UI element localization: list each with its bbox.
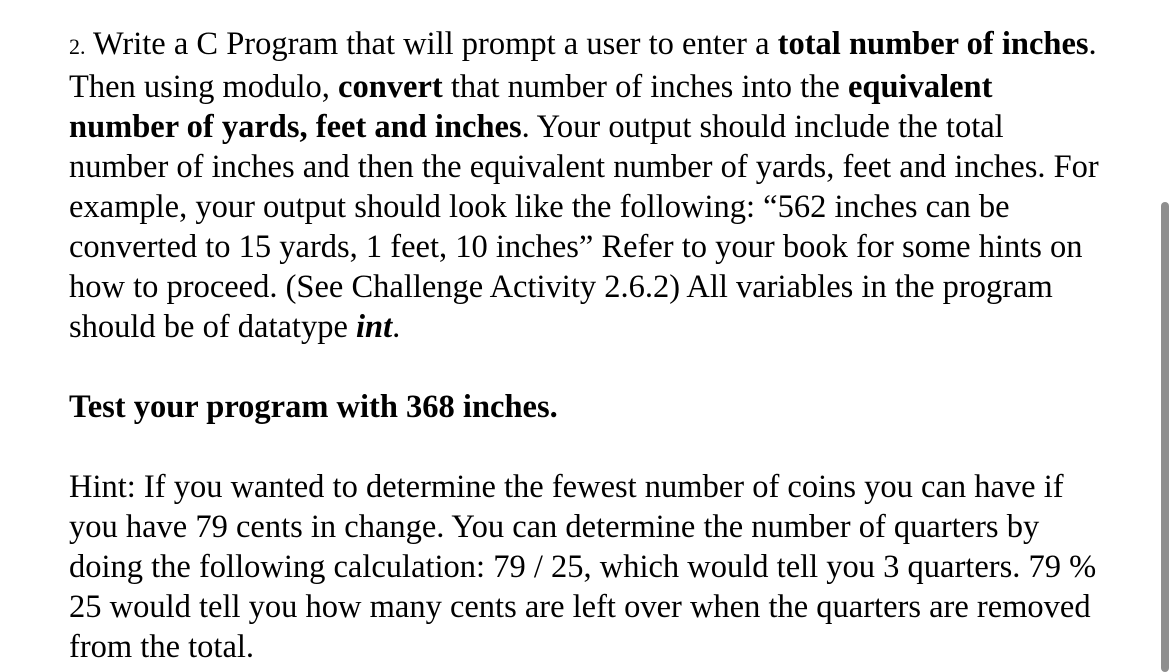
question-number: 2. (69, 34, 86, 59)
question-text-2: . Then using modulo, (69, 26, 1097, 105)
question-text-4: . Your output should include the total number of inches and then the equivalent number of yards, feet and inches. For example, your output should look like the following: “562 inches can be converted to 15 yards, 1 feet, 10 inches” Refer to your book for some hints on how to proceed. (See Challenge Activity 2.6.2) All variables in the program should be of datatype (69, 109, 1099, 345)
bold-italic-int: int (356, 309, 393, 345)
test-instruction (69, 387, 1109, 427)
test-instruction-text: Test your program with 368 inches. (69, 389, 558, 425)
bold-convert: convert (338, 69, 443, 105)
bold-equivalent: equivalent number of yards, feet and inches (69, 69, 993, 145)
question-text-3: that number of inches into the (442, 69, 848, 105)
scrollbar[interactable] (1161, 202, 1169, 672)
question-text-5: . (392, 309, 401, 345)
question-paragraph (69, 24, 1109, 347)
hint-paragraph: Hint: If you wanted to determine the fewest number of coins you can have if you have 79 cents in change. You can determine the number of quarters by doing the following calculation: 79 / 25, which would tell you 3 quarters. 79 % 25 would tell you how many cents are left over when the quarters are removed from the total. (69, 469, 1097, 665)
question-text-1: Write a C Program that will prompt a user to enter a (85, 26, 778, 62)
bold-total-inches: total number of inches (777, 26, 1089, 62)
document-content (69, 24, 1109, 667)
